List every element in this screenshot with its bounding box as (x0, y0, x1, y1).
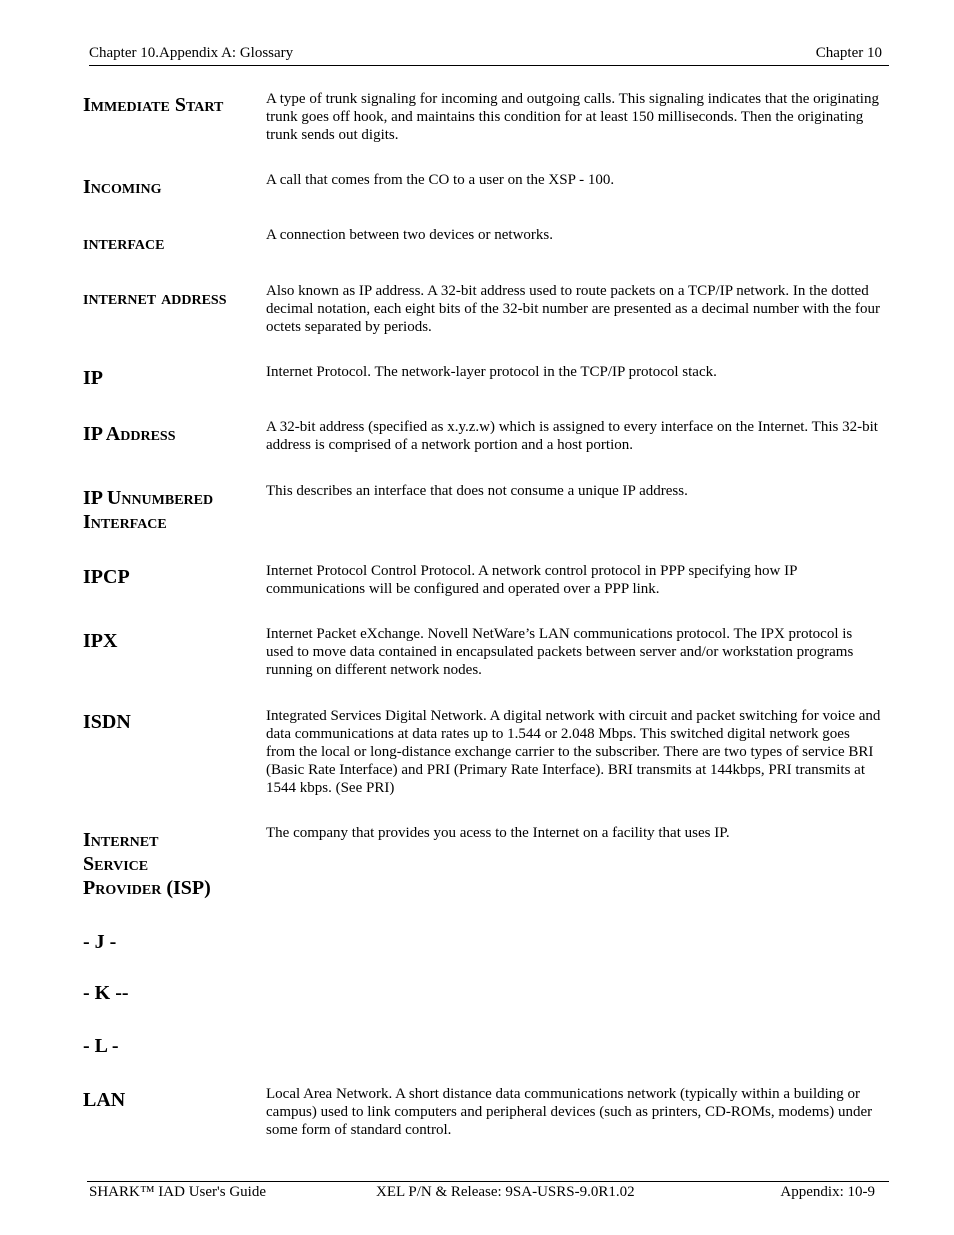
glossary-term-ipx: IPX (83, 630, 118, 652)
glossary-definition-lan: Local Area Network. A short distance data communications network (typically within a building or campus) used to link computers and peripheral devices (such as printers, CD-ROMs, modems) under some form of standard control. (266, 1086, 873, 1138)
glossary-term-internet-address: internet address (83, 287, 227, 309)
glossary-definition-immediate-start: A type of trunk signaling for incoming and outgoing calls. This signaling indicates that the originating trunk goes off hook, and maintains this condition for at least 150 milliseconds. Then the originating trunk sends out digits. (266, 91, 879, 143)
section-letter-l: - L - (83, 1035, 119, 1057)
glossary-term-ip-address: IP Address (83, 423, 176, 445)
glossary-term-ip-unnumbered-interface: IP Unnumbered Interface (83, 487, 214, 533)
footer-guide-title: SHARK™ IAD User's Guide (89, 1184, 266, 1200)
glossary-definition-ip-address: A 32-bit address (specified as x.y.z.w) which is assigned to every interface on the Internet. This 32-bit address is comprised of a network portion and a host portion. (266, 419, 878, 453)
header-chapter-number: Chapter 10 (815, 45, 882, 61)
page-header (89, 45, 889, 66)
glossary-definition-ip-unnumbered-interface: This describes an interface that does not consume a unique IP address. (266, 483, 688, 499)
footer-release: XEL P/N & Release: 9SA-USRS-9.0R1.02 (376, 1184, 635, 1200)
glossary-term-immediate-start: Immediate Start (83, 94, 224, 116)
glossary-term-isp: Internet Service Provider (ISP) (83, 829, 211, 899)
page-footer (87, 1181, 889, 1204)
glossary-definition-ipx: Internet Packet eXchange. Novell NetWare’s LAN communications protocol. The IPX protocol is used to move data contained in encapsulated packets between server and/or workstation programs running on different network nodes. (266, 626, 854, 678)
glossary-term-incoming: Incoming (83, 176, 162, 198)
section-letter-j: - J - (83, 931, 117, 953)
footer-page-number: Appendix: 10-9 (780, 1184, 875, 1200)
glossary-definition-incoming: A call that comes from the CO to a user on the XSP - 100. (266, 172, 615, 188)
glossary-definition-ipcp: Internet Protocol Control Protocol. A network control protocol in PPP specifying how IP communications will be configured and operated over a PPP link. (266, 563, 797, 597)
header-chapter-title: Chapter 10.Appendix A: Glossary (89, 45, 294, 61)
glossary-term-ipcp: IPCP (83, 566, 130, 588)
glossary-term-interface: interface (83, 232, 165, 254)
glossary-definition-internet-address: Also known as IP address. A 32-bit address used to route packets on a TCP/IP network. In the dotted decimal notation, each eight bits of the 32-bit number are presented as a decimal number with the four octets separated by periods. (266, 283, 880, 335)
glossary-term-lan: LAN (83, 1089, 126, 1111)
glossary-term-isdn: ISDN (83, 711, 131, 733)
glossary-definition-isp: The company that provides you acess to the Internet on a facility that uses IP. (266, 825, 730, 841)
glossary-definition-ip: Internet Protocol. The network-layer protocol in the TCP/IP protocol stack. (266, 364, 717, 380)
glossary-term-ip: IP (83, 367, 103, 389)
glossary-definition-isdn: Integrated Services Digital Network. A digital network with circuit and packet switching for voice and data communications at data rates up to 1.544 or 2.048 Mbps. This switched digital network goes from the local or long-distance exchange carrier to the subscriber. There are two types of service BRI (Basic Rate Interface) and PRI (Primary Rate Interface). BRI transmits at 144kbps, PRI transmits at 1544 kbps. (See PRI) (266, 708, 881, 796)
glossary-definition-interface: A connection between two devices or networks. (266, 227, 553, 243)
section-letter-k: - K -- (83, 982, 129, 1004)
